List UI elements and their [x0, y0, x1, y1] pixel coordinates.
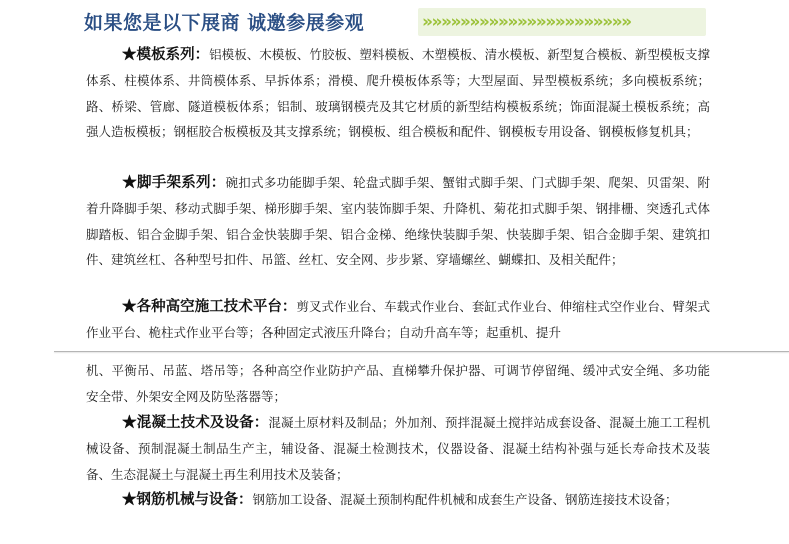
section-aerial-platforms-continued — [86, 358, 710, 410]
category-text: 碗扣式多功能脚手架、轮盘式脚手架、蟹钳式脚手架、门式脚手架、爬架、贝雷架、附着升降脚手架、移动式脚手架、梯形脚手架、室内装饰脚手架、升降机、菊花扣式脚手架、钢排栅、突透孔式体脚踏板、铝合金脚手架、铝合金快装脚手架、铝合金梯、绝缘快装脚手架、快装脚手架、铝合金脚手架、建筑扣件、建筑丝杠、各种型号扣件、吊篮、丝杠、安全网、步步紧、穿墙螺丝、蝴蝶扣、及相关配件； — [86, 175, 710, 268]
category-title: ★模板系列： — [122, 46, 210, 63]
section-formwork — [86, 42, 710, 145]
section-rebar — [86, 487, 710, 513]
header — [84, 6, 706, 38]
category-title: ★钢筋机械与设备： — [122, 491, 253, 508]
category-title: ★混凝土技术及设备： — [122, 414, 269, 431]
category-text: 混凝土原材料及制品；外加剂、预拌混凝土搅拌站成套设备、混凝土施工工程机械设备、预制混凝土制品生产主，辅设备、混凝土检测技术，仪器设备、混凝土结构补强与延长寿命技术及装备、生态混凝土与混凝土再生利用技术及装备； — [86, 415, 710, 482]
page-title: 如果您是以下展商 诚邀参展参观 — [84, 12, 365, 34]
section-scaffolding — [86, 170, 710, 273]
category-text: 机、平衡吊、吊蓝、塔吊等；各种高空作业防护产品、直梯攀升保护器、可调节停留绳、缓冲式安全绳、多功能安全带、外架安全网及防坠落器等； — [86, 363, 710, 404]
category-text: 剪叉式作业台、车载式作业台、套缸式作业台、伸缩柱式空作业台、臂架式作业平台、桅柱式作业平台等；各种固定式液压升降台；自动升高车等；起重机、提升 — [86, 299, 710, 340]
section-concrete — [86, 410, 710, 487]
chevron-decoration: »»»»»»»»»»»»»»»»»»»»»» — [418, 8, 706, 36]
category-text: 铝模板、木模板、竹胶板、塑料模板、木塑模板、清水模板、新型复合模板、新型模板支撑体系、柱模体系、井筒模体系、早拆体系；滑模、爬升模板体系等；大型屋面、异型模板系统；多向模板系统；路、桥梁、管廊、隧道模板体系；铝制、玻璃钢模壳及其它材质的新型结构模板系统；饰面混凝土模板系统；高强人造板模板；钢框胶合板模板及其支撑系统；钢模板、组合模板和配件、钢模板专用设备、钢模板修复机具； — [86, 47, 710, 140]
page-divider — [54, 351, 789, 352]
category-title: ★各种高空施工技术平台： — [122, 298, 297, 315]
category-text: 钢筋加工设备、混凝土预制构配件机械和成套生产设备、钢筋连接技术设备； — [252, 492, 678, 507]
section-aerial-platforms — [86, 294, 710, 346]
category-title: ★脚手架系列： — [122, 174, 226, 191]
